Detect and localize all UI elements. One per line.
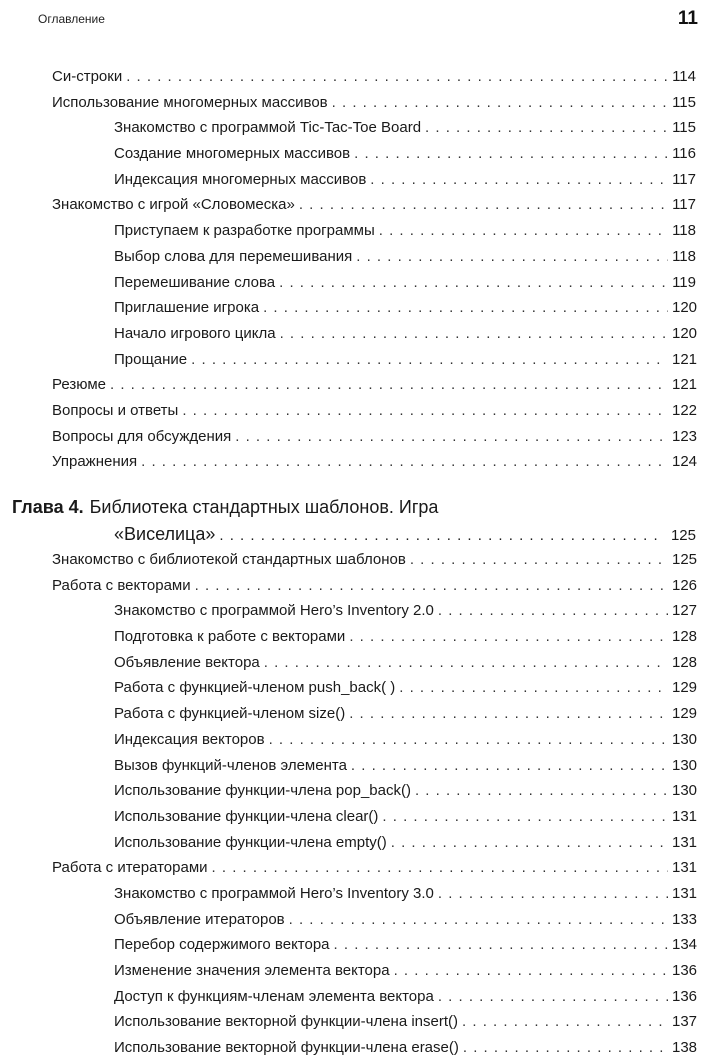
toc-entry-title: Работа с векторами <box>52 576 191 594</box>
toc-entry[interactable] <box>52 855 696 881</box>
toc-entry-row <box>114 115 696 141</box>
toc-entry-row <box>114 141 696 167</box>
dot-leader <box>354 141 668 167</box>
toc-subentry[interactable] <box>114 907 696 933</box>
toc-entry-page: 125 <box>672 551 698 568</box>
toc-entry-page: 117 <box>672 170 696 188</box>
toc-entry-row <box>52 424 696 450</box>
toc-entry-title: Подготовка к работе с векторами <box>114 628 346 646</box>
dot-leader <box>263 295 668 321</box>
toc-entry-row <box>114 270 696 296</box>
toc-entry-title: Знакомство с программой Hero’s Inventory 3.0 <box>114 884 434 902</box>
toc-entry-row <box>114 727 696 753</box>
toc-entry[interactable] <box>52 573 696 599</box>
toc-entry-title: Упражнения <box>52 453 138 471</box>
toc-subentry[interactable] <box>114 958 696 984</box>
toc-entry-title: Индексация многомерных массивов <box>114 170 367 188</box>
dot-leader <box>438 598 668 624</box>
toc-entry-page: 129 <box>672 705 698 723</box>
toc-entry-title: Выбор слова для перемешивания <box>114 247 353 265</box>
toc-entry-title: Использование многомерных массивов <box>52 93 328 111</box>
toc-subentry[interactable] <box>114 804 696 830</box>
toc-section-chapter-3 <box>0 64 710 475</box>
toc-entry-title: Использование функции-члена empty() <box>114 833 387 851</box>
toc-subentry[interactable] <box>114 984 696 1010</box>
toc-entry-row <box>52 192 696 218</box>
toc-subentry[interactable] <box>114 347 696 373</box>
toc-entry-row <box>114 244 696 270</box>
chapter-label: Глава 4. <box>12 497 84 517</box>
toc-subentry[interactable] <box>114 244 696 270</box>
toc-entry-title: Создание многомерных массивов <box>114 145 351 163</box>
toc-subentry[interactable] <box>114 778 696 804</box>
toc-entry-page: 131 <box>672 833 698 851</box>
toc-entry-row <box>114 907 696 933</box>
toc-entry-page: 138 <box>672 1039 698 1057</box>
toc-entry-title: Работа с итераторами <box>52 859 208 877</box>
toc-subentry[interactable] <box>114 830 696 856</box>
toc-subentry[interactable] <box>114 321 696 347</box>
dot-leader <box>410 547 668 573</box>
toc-entry-page: 131 <box>672 884 698 902</box>
dot-leader <box>280 321 668 347</box>
toc-entry-title: Использование функции-члена pop_back() <box>114 782 411 800</box>
toc-entry-row <box>114 675 696 701</box>
toc-entry-title: Индексация векторов <box>114 730 265 748</box>
dot-leader <box>299 192 668 218</box>
toc-entry-title: Вопросы для обсуждения <box>52 427 232 445</box>
toc-entry-page: 121 <box>672 350 698 368</box>
toc-entry-page: 126 <box>672 576 698 594</box>
dot-leader <box>110 372 668 398</box>
toc-subentry[interactable] <box>114 624 696 650</box>
toc-entry-page: 120 <box>672 324 698 342</box>
dot-leader <box>289 907 668 933</box>
toc-entry[interactable] <box>52 449 696 475</box>
toc-entry-row <box>114 701 696 727</box>
toc-entry-row <box>114 321 696 347</box>
dot-leader <box>394 958 668 984</box>
toc-entry-page: 134 <box>672 936 698 954</box>
dot-leader <box>219 523 663 549</box>
toc-entry-title: Работа с функцией-членом size() <box>114 705 346 723</box>
toc-entry[interactable] <box>52 424 696 450</box>
toc-entry-title: Использование векторной функции-члена insert() <box>114 1013 459 1031</box>
dot-leader <box>182 398 668 424</box>
toc-entry-title: Знакомство с программой Tic-Tac-Toe Board <box>114 119 422 137</box>
toc-entry-row <box>114 624 696 650</box>
toc-entry-title: Вызов функций-членов элемента <box>114 756 347 774</box>
toc-subentry[interactable] <box>114 115 696 141</box>
dot-leader <box>379 218 668 244</box>
toc-entry[interactable] <box>52 64 696 90</box>
chapter-heading-continuation <box>114 521 696 547</box>
dot-leader <box>382 804 668 830</box>
toc-entry-page: 122 <box>672 401 698 419</box>
toc-entry-page: 133 <box>672 910 698 928</box>
toc-entry-row <box>114 778 696 804</box>
toc-entry-page: 130 <box>672 730 698 748</box>
toc-entry-page: 118 <box>672 247 696 265</box>
dot-leader <box>462 1009 668 1035</box>
toc-entry-row <box>114 984 696 1010</box>
chapter-gap <box>0 475 710 493</box>
page-number: 11 <box>677 8 698 29</box>
toc-entry-page: 137 <box>672 1013 698 1031</box>
toc-subentry[interactable] <box>114 598 696 624</box>
toc-entry-row <box>52 547 696 573</box>
toc-subentry[interactable] <box>114 675 696 701</box>
dot-leader <box>399 675 668 701</box>
toc-entry-row <box>52 398 696 424</box>
dot-leader <box>415 778 668 804</box>
table-of-contents <box>0 64 710 1061</box>
dot-leader <box>351 753 668 779</box>
toc-entry-row <box>52 372 696 398</box>
dot-leader <box>425 115 668 141</box>
toc-entry-row <box>114 881 696 907</box>
toc-entry-title: Объявление итераторов <box>114 910 285 928</box>
dot-leader <box>212 855 668 881</box>
toc-entry-page: 123 <box>672 427 698 445</box>
toc-subentry[interactable] <box>114 270 696 296</box>
toc-subentry[interactable] <box>114 753 696 779</box>
toc-entry-page: 115 <box>672 119 696 137</box>
toc-subentry[interactable] <box>114 650 696 676</box>
toc-entry-title: Объявление вектора <box>114 653 260 671</box>
toc-entry-title: Работа с функцией-членом push_back( ) <box>114 679 396 697</box>
toc-entry-page: 115 <box>672 93 696 111</box>
toc-entry-page: 136 <box>672 987 698 1005</box>
toc-entry-row <box>114 650 696 676</box>
toc-subentry[interactable] <box>114 932 696 958</box>
toc-entry-row <box>52 449 696 475</box>
toc-entry-title: Си-строки <box>52 68 123 85</box>
toc-subentry[interactable] <box>114 701 696 727</box>
toc-subentry[interactable] <box>114 167 696 193</box>
toc-entry-title: Знакомство с библиотекой стандартных шаблонов <box>52 551 406 568</box>
toc-entry-page: 121 <box>672 376 698 394</box>
toc-entry-row <box>114 1035 696 1061</box>
dot-leader <box>370 167 668 193</box>
toc-entry-page: 120 <box>672 299 698 317</box>
toc-entry-page: 130 <box>672 782 698 800</box>
toc-entry-row <box>114 347 696 373</box>
toc-entry-page: 136 <box>672 962 698 979</box>
toc-subentry[interactable] <box>114 881 696 907</box>
dot-leader <box>269 727 668 753</box>
toc-entry-title: Знакомство с программой Hero’s Inventory 2.0 <box>114 602 434 620</box>
dot-leader <box>235 424 668 450</box>
toc-entry-title: Начало игрового цикла <box>114 324 276 342</box>
dot-leader <box>463 1035 668 1061</box>
toc-subentry[interactable] <box>114 1035 696 1061</box>
toc-entry-title: Приглашение игрока <box>114 299 260 317</box>
chapter-heading-line <box>0 493 696 521</box>
toc-entry-title: Изменение значения элемента вектора <box>114 962 390 979</box>
chapter-heading[interactable] <box>0 493 696 547</box>
toc-entry-row <box>114 1009 696 1035</box>
toc-entry-row <box>114 804 696 830</box>
toc-subentry[interactable] <box>114 141 696 167</box>
dot-leader <box>334 932 668 958</box>
toc-entry[interactable] <box>52 192 696 218</box>
toc-entry-row <box>52 90 696 116</box>
toc-entry-row <box>114 598 696 624</box>
dot-leader <box>356 244 668 270</box>
toc-entry-page: 128 <box>672 653 698 671</box>
dot-leader <box>279 270 668 296</box>
toc-entry-page: 118 <box>672 222 696 240</box>
toc-entry-page: 129 <box>672 679 698 697</box>
toc-entry[interactable] <box>52 547 696 573</box>
toc-entry-page: 119 <box>672 273 696 291</box>
toc-entry-title: Резюме <box>52 376 106 394</box>
toc-subentry[interactable] <box>114 295 696 321</box>
toc-entry-title: Использование функции-члена clear() <box>114 807 379 825</box>
toc-subentry[interactable] <box>114 218 696 244</box>
running-title: Оглавление <box>38 12 105 26</box>
toc-entry-page: 114 <box>672 68 696 85</box>
dot-leader <box>438 984 668 1010</box>
toc-entry-title: Доступ к функциям-членам элемента вектора <box>114 987 434 1005</box>
toc-entry-row <box>114 958 696 984</box>
toc-section-chapter-4 <box>0 547 710 1061</box>
dot-leader <box>126 64 668 90</box>
toc-entry-row <box>52 64 696 90</box>
toc-entry-page: 116 <box>672 145 696 163</box>
chapter-page-number: 125 <box>670 527 696 544</box>
dot-leader <box>391 830 668 856</box>
toc-entry-row <box>52 855 696 881</box>
toc-entry[interactable] <box>52 90 696 116</box>
dot-leader <box>349 624 668 650</box>
toc-entry-title: Приступаем к разработке программы <box>114 222 375 240</box>
dot-leader <box>349 701 668 727</box>
chapter-title-continuation: «Виселица» <box>114 524 216 544</box>
toc-entry-title: Знакомство с игрой «Словомеска» <box>52 196 295 214</box>
toc-entry-page: 127 <box>672 602 698 620</box>
toc-subentry[interactable] <box>114 1009 696 1035</box>
toc-entry-page: 131 <box>672 807 698 825</box>
dot-leader <box>438 881 668 907</box>
dot-leader <box>332 90 668 116</box>
toc-entry-page: 117 <box>672 196 696 214</box>
toc-entry-row <box>114 753 696 779</box>
toc-entry[interactable] <box>52 372 696 398</box>
page-header <box>0 0 710 40</box>
toc-entry-row <box>114 218 696 244</box>
dot-leader <box>264 650 668 676</box>
toc-entry-row <box>52 573 696 599</box>
dot-leader <box>141 449 668 475</box>
chapter-title: Библиотека стандартных шаблонов. Игра <box>89 497 439 517</box>
toc-entry-page: 128 <box>672 628 698 646</box>
toc-entry-title: Перебор содержимого вектора <box>114 936 330 954</box>
toc-entry[interactable] <box>52 398 696 424</box>
toc-entry-row <box>114 830 696 856</box>
toc-subentry[interactable] <box>114 727 696 753</box>
toc-entry-row <box>114 167 696 193</box>
toc-entry-title: Вопросы и ответы <box>52 401 179 419</box>
dot-leader <box>195 573 668 599</box>
toc-entry-title: Перемешивание слова <box>114 273 276 291</box>
dot-leader <box>191 347 668 373</box>
toc-entry-title: Прощание <box>114 350 188 368</box>
toc-entry-page: 131 <box>672 859 698 877</box>
toc-entry-page: 130 <box>672 756 698 774</box>
toc-entry-title: Использование векторной функции-члена erase() <box>114 1039 459 1057</box>
toc-entry-page: 124 <box>672 453 698 471</box>
toc-entry-row <box>114 295 696 321</box>
toc-entry-row <box>114 932 696 958</box>
